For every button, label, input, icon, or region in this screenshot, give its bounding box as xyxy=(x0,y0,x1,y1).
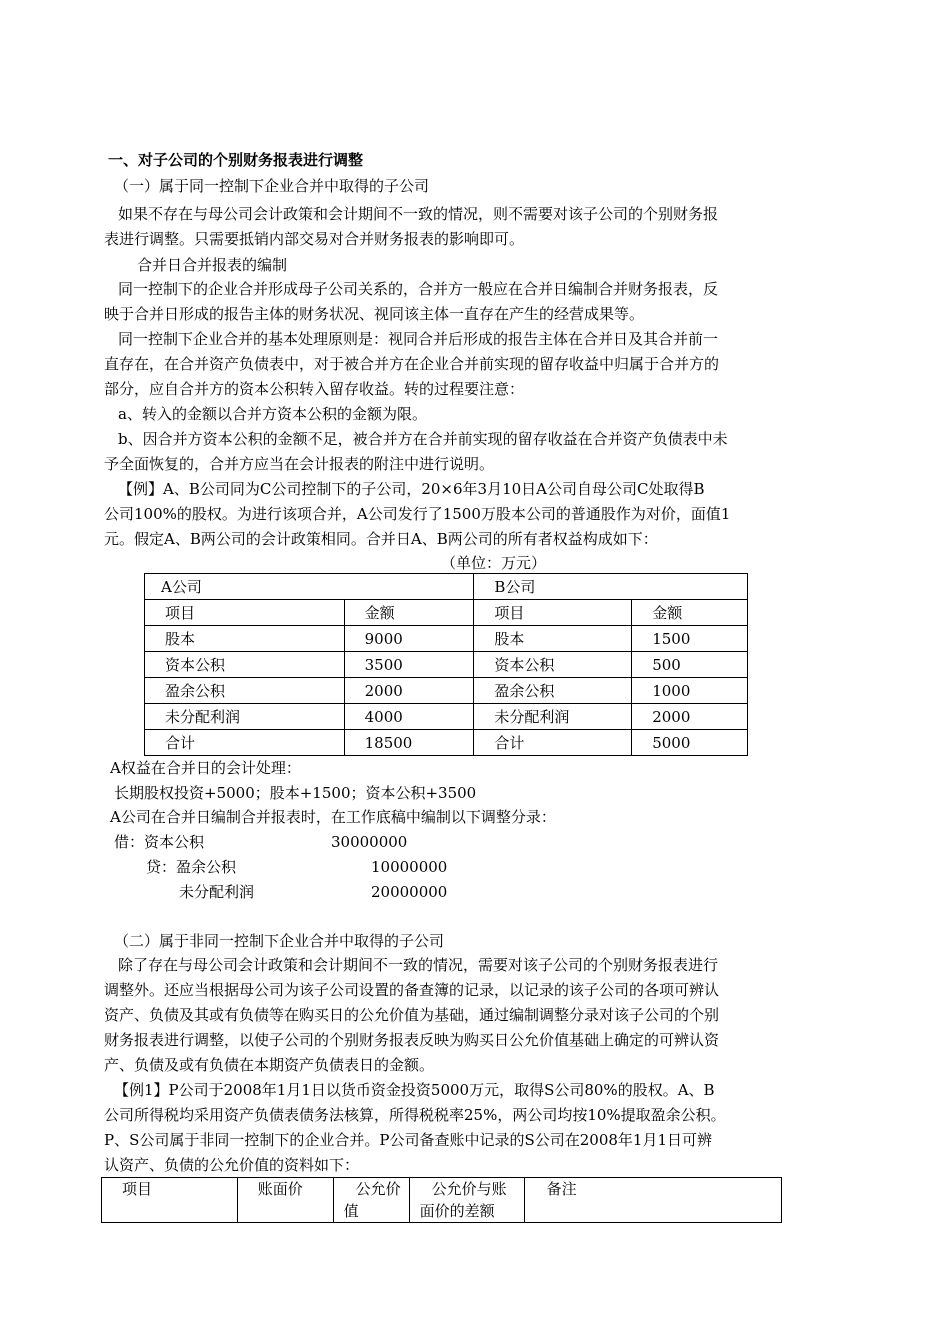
table-cell: 未分配利润 xyxy=(474,704,632,730)
paragraph-line: A公司在合并日编制合并报表时，在工作底稿中编制以下调整分录： xyxy=(110,808,556,826)
table-row xyxy=(145,678,748,704)
table-cell: B公司 xyxy=(474,574,748,600)
table-cell: 项目 xyxy=(145,600,345,626)
table-cell: 账面价 xyxy=(237,1178,333,1223)
table-row xyxy=(145,704,748,730)
table-cell: 合计 xyxy=(145,730,345,756)
header-text: 公允价 xyxy=(355,1180,401,1198)
table-cell: 金额 xyxy=(344,600,474,626)
example-line: 认资产、负债的公允价值的资料如下： xyxy=(104,1156,360,1174)
paragraph-title: 合并日合并报表的编制 xyxy=(137,256,288,274)
example-line: 【例1】P公司于2008年1月1日以货币资金投资5000万元，取得S公司80%的股权。A、B xyxy=(114,1081,715,1099)
equity-table xyxy=(144,573,748,756)
table-cell: 合计 xyxy=(474,730,632,756)
paragraph-line: 长期股权投资+5000；股本+1500；资本公积+3500 xyxy=(114,784,477,802)
fair-value-table xyxy=(101,1177,782,1223)
paragraph-line: b、因合并方资本公积的金额不足，被合并方在合并前实现的留存收益在合并资产负债表中未 xyxy=(118,430,728,448)
table-cell: 资本公积 xyxy=(474,652,632,678)
header-text: 面价的差额 xyxy=(419,1202,495,1220)
table-cell: 项目 xyxy=(474,600,632,626)
table-row xyxy=(145,626,748,652)
table-cell: 股本 xyxy=(145,626,345,652)
table-row xyxy=(145,730,748,756)
paragraph-line: 部分，应自合并方的资本公积转入留存收益。转的过程要注意： xyxy=(104,380,525,398)
paragraph-line: 同一控制下的企业合并形成母子公司关系的，合并方一般应在合并日编制合并财务报表，反 xyxy=(118,280,719,298)
paragraph-line: 除了存在与母公司会计政策和会计期间不一致的情况，需要对该子公司的个别财务报表进行 xyxy=(118,956,719,974)
paragraph-line: 财务报表进行调整，以使子公司的个别财务报表反映为购买日公允价值基础上确定的可辨认资 xyxy=(104,1031,720,1049)
unit-note: （单位：万元） xyxy=(441,554,547,572)
table-cell: 备注 xyxy=(524,1178,781,1223)
journal-credit-label: 未分配利润 xyxy=(179,883,255,901)
subsection-heading: （二）属于非同一控制下企业合并中取得的子公司 xyxy=(114,932,445,950)
table-cell: 1500 xyxy=(632,626,748,652)
table-cell: 3500 xyxy=(344,652,474,678)
table-cell: 资本公积 xyxy=(145,652,345,678)
paragraph-line: 资产、负债及其或有负债等在购买日的公允价值为基础，通过编制调整分录对该子公司的个别 xyxy=(104,1006,720,1024)
paragraph-line: a、转入的金额以合并方资本公积的金额为限。 xyxy=(118,405,427,423)
table-header-row xyxy=(145,574,748,600)
table-cell: 5000 xyxy=(632,730,748,756)
journal-debit-label: 借：资本公积 xyxy=(114,833,205,851)
table-row xyxy=(145,652,748,678)
example-line: 公司所得税均采用资产负债表债务法核算，所得税税率25%，两公司均按10%提取盈余公积。 xyxy=(104,1106,726,1124)
table-cell xyxy=(409,1178,524,1223)
table-cell: 18500 xyxy=(344,730,474,756)
table-cell: 盈余公积 xyxy=(145,678,345,704)
example-line: 元。假定A、B两公司的会计政策相同。合并日A、B两公司的所有者权益构成如下： xyxy=(104,530,658,548)
journal-credit-amount: 10000000 xyxy=(371,858,448,876)
journal-credit-amount: 20000000 xyxy=(371,883,448,901)
table-cell: 500 xyxy=(632,652,748,678)
header-text: 值 xyxy=(343,1202,359,1220)
paragraph-line: 直存在，在合并资产负债表中，对于被合并方在企业合并前实现的留存收益中归属于合并方的 xyxy=(104,355,720,373)
table-cell: 盈余公积 xyxy=(474,678,632,704)
paragraph-line: 如果不存在与母公司会计政策和会计期间不一致的情况，则不需要对该子公司的个别财务报 xyxy=(118,205,719,223)
table-cell: 4000 xyxy=(344,704,474,730)
table-cell: 项目 xyxy=(102,1178,238,1223)
paragraph-line: 映于合并日形成的报告主体的财务状况、视同该主体一直存在产生的经营成果等。 xyxy=(104,305,645,323)
section-heading: 一、对子公司的个别财务报表进行调整 xyxy=(108,151,364,169)
example-line: 【例】A、B公司同为C公司控制下的子公司，20×6年3月10日A公司自母公司C处取得B xyxy=(118,480,705,498)
journal-debit-amount: 30000000 xyxy=(331,833,408,851)
table-cell: A公司 xyxy=(145,574,474,600)
example-line: 公司100%的股权。为进行该项合并，A公司发行了1500万股本公司的普通股作为对价，面值1 xyxy=(104,505,731,523)
paragraph-line: 调整外。还应当根据母公司为该子公司设置的备查簿的记录，以记录的该子公司的各项可辨认 xyxy=(104,981,720,999)
table-header-row xyxy=(102,1178,782,1223)
journal-credit-label: 贷：盈余公积 xyxy=(146,858,237,876)
table-cell: 2000 xyxy=(344,678,474,704)
table-cell: 1000 xyxy=(632,678,748,704)
example-line: P、S公司属于非同一控制下的企业合并。P公司备查账中记录的S公司在2008年1月1日可辨 xyxy=(104,1131,713,1149)
table-cell: 未分配利润 xyxy=(145,704,345,730)
paragraph-line: 予全面恢复的，合并方应当在会计报表的附注中进行说明。 xyxy=(104,455,495,473)
table-cell: 金额 xyxy=(632,600,748,626)
subsection-heading: （一）属于同一控制下企业合并中取得的子公司 xyxy=(114,177,430,195)
table-cell: 2000 xyxy=(632,704,748,730)
table-cell: 9000 xyxy=(344,626,474,652)
table-cell: 股本 xyxy=(474,626,632,652)
table-header-row xyxy=(145,600,748,626)
paragraph-line: A权益在合并日的会计处理： xyxy=(110,759,301,777)
table-cell xyxy=(333,1178,409,1223)
paragraph-line: 表进行调整。只需要抵销内部交易对合并财务报表的影响即可。 xyxy=(104,230,525,248)
header-text: 公允价与账 xyxy=(431,1180,507,1198)
paragraph-line: 同一控制下企业合并的基本处理原则是：视同合并后形成的报告主体在合并日及其合并前一 xyxy=(118,330,719,348)
paragraph-line: 产、负债及或有负债在本期资产负债表日的金额。 xyxy=(104,1056,435,1074)
